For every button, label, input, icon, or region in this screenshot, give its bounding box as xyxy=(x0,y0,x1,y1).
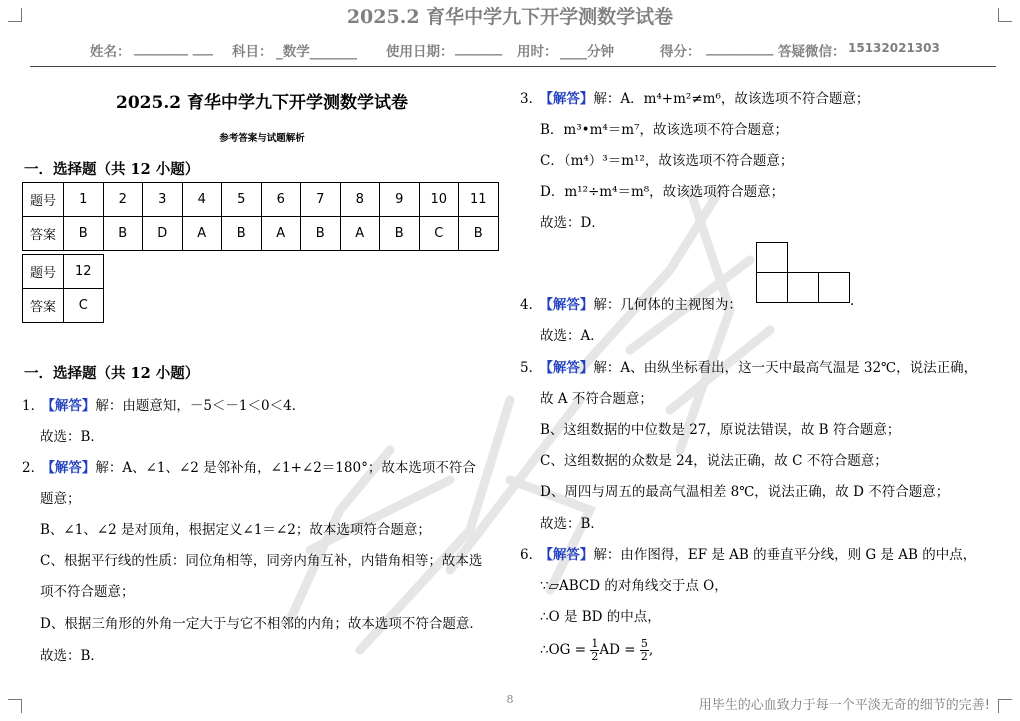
solution-line xyxy=(520,87,869,107)
table-cell: 9 xyxy=(380,183,420,217)
fraction-denominator: 2 xyxy=(591,650,599,663)
fraction-numerator: 5 xyxy=(640,637,648,650)
table-cell: 2 xyxy=(103,183,143,217)
table-cell: 8 xyxy=(340,183,380,217)
date-blank: _______ xyxy=(455,40,503,56)
subject-label: 科目： xyxy=(232,44,273,60)
answer-tag: 【解答】 xyxy=(546,360,594,376)
solution-text: 故 A 不符合题意； xyxy=(540,391,653,407)
question-number: 2． xyxy=(22,460,45,476)
fraction xyxy=(590,638,599,663)
question-number: 1． xyxy=(22,398,45,414)
front-view-period: . xyxy=(850,293,855,309)
solution-line xyxy=(520,293,742,313)
solution-text: C、根据平行线的性质：同位角相等，同旁内角互补，内错角相等；故本选 xyxy=(40,553,483,569)
table-cell: 10 xyxy=(419,183,459,217)
solution-text: 解：由题意知，－5＜－1＜0＜4． xyxy=(95,398,306,414)
table-cell: 4 xyxy=(182,183,222,217)
solution-text: 解：A．m⁴+m²≠m⁶，故该选项不符合题意； xyxy=(593,91,870,107)
table-cell: B xyxy=(64,217,104,251)
equation-text: , xyxy=(648,642,654,658)
table-cell: 1 xyxy=(64,183,104,217)
time-blank: ____分钟 xyxy=(560,44,614,60)
question-number: 3． xyxy=(520,91,543,107)
choice-line: 故选：B． xyxy=(40,429,104,445)
row-label-question: 题号 xyxy=(23,183,64,217)
table-cell: B xyxy=(380,217,420,251)
table-cell: C xyxy=(64,289,104,323)
name-blank: ________ ___ xyxy=(134,40,213,56)
document-subtitle: 参考答案与试题解析 xyxy=(219,133,305,144)
table-cell: 5 xyxy=(222,183,262,217)
solution-text: C、这组数据的众数是 24，说法正确，故 C 不符合题意； xyxy=(540,453,888,469)
equation-text: ∴OG = xyxy=(540,642,591,658)
table-cell: 12 xyxy=(64,255,104,289)
section-heading: 一．选择题（共 12 小题） xyxy=(24,161,200,178)
table-cell: A xyxy=(261,217,301,251)
table-row-numbers xyxy=(23,255,104,289)
time-label: 用时： xyxy=(517,44,558,60)
table-cell: 3 xyxy=(143,183,183,217)
front-view-square xyxy=(756,242,788,273)
front-view-square xyxy=(787,272,819,303)
solution-line xyxy=(22,394,305,414)
answer-tag: 【解答】 xyxy=(546,297,594,313)
subject-value: _数学_______ xyxy=(276,44,357,60)
page-number: 8 xyxy=(506,693,514,706)
contact-label: 答疑微信： xyxy=(778,44,846,60)
table-cell: D xyxy=(143,217,183,251)
solution-text: 项不符合题意； xyxy=(40,584,135,600)
table-cell: C xyxy=(419,217,459,251)
table-cell: 7 xyxy=(301,183,341,217)
contact-value: 15132021303 xyxy=(848,41,940,55)
solution-text: 解：A、由纵坐标看出，这一天中最高气温是 32℃，说法正确， xyxy=(593,360,978,376)
choice-line: 故选：D． xyxy=(540,215,605,231)
solution-text: D．m¹²÷m⁴＝m⁸，故该选项符合题意； xyxy=(540,184,785,200)
date-label: 使用日期： xyxy=(386,44,454,60)
answer-tag: 【解答】 xyxy=(48,460,96,476)
solution-text: 解：A、∠1、∠2 是邻补角，∠1+∠2＝180°；故本选项不符合 xyxy=(95,460,476,476)
solution-text: 题意； xyxy=(40,491,81,507)
answer-table-continued xyxy=(22,254,104,323)
header-divider xyxy=(30,66,996,67)
solution-text: B、这组数据的中位数是 27，原说法错误，故 B 符合题意； xyxy=(540,422,901,438)
choice-line: 故选：B． xyxy=(40,648,104,664)
equation-text: AD = xyxy=(599,642,640,658)
table-cell: A xyxy=(182,217,222,251)
question-number: 5． xyxy=(520,360,543,376)
score-label: 得分： xyxy=(660,44,701,60)
choice-line: 故选：B． xyxy=(540,516,604,532)
answer-tag: 【解答】 xyxy=(546,91,594,107)
equation-line xyxy=(540,638,653,663)
table-cell: 11 xyxy=(459,183,499,217)
fraction xyxy=(640,638,649,663)
name-label: 姓名： xyxy=(90,44,131,60)
choice-line: 故选：A． xyxy=(540,328,604,344)
solution-text: D、根据三角形的外角一定大于与它不相邻的内角；故本选项不符合题意． xyxy=(40,616,483,632)
solution-line xyxy=(520,356,977,376)
fraction-denominator: 2 xyxy=(640,650,648,663)
question-number: 4． xyxy=(520,297,543,313)
solution-line xyxy=(520,543,976,563)
row-label-answer: 答案 xyxy=(23,289,64,323)
score-blank: __________ xyxy=(706,40,774,56)
footer-motto: 用毕生的心血致力于每一个平淡无奇的细节的完善! xyxy=(698,698,990,713)
solution-line xyxy=(22,456,476,476)
table-cell: B xyxy=(459,217,499,251)
answer-table xyxy=(22,182,499,251)
table-row-numbers xyxy=(23,183,499,217)
solution-text: C．（m⁴）³＝m¹²，故该选项不符合题意； xyxy=(540,153,794,169)
solution-text: B．m³•m⁴＝m⁷，故该选项不符合题意； xyxy=(540,122,789,138)
question-number: 6． xyxy=(520,547,543,563)
table-cell: B xyxy=(222,217,262,251)
solution-text: D、周四与周五的最高气温相差 8℃，说法正确，故 D 不符合题意； xyxy=(540,484,950,500)
answer-tag: 【解答】 xyxy=(546,547,594,563)
front-view-figure xyxy=(756,242,852,304)
table-row-answers xyxy=(23,289,104,323)
document-title: 2025.2 育华中学九下开学测数学试卷 xyxy=(116,93,408,113)
solution-text: 解：几何体的主视图为： xyxy=(593,297,742,313)
table-cell: B xyxy=(301,217,341,251)
front-view-square xyxy=(818,272,850,303)
table-cell: B xyxy=(103,217,143,251)
solution-text: 解：由作图得，EF 是 AB 的垂直平分线，则 G 是 AB 的中点， xyxy=(593,547,977,563)
solution-text: ∵▱ABCD 的对角线交于点 O， xyxy=(540,578,728,594)
header-title: 2025.2 育华中学九下开学测数学试卷 xyxy=(346,6,674,28)
table-cell: A xyxy=(340,217,380,251)
solution-text: ∴O 是 BD 的中点， xyxy=(540,609,661,625)
answer-tag: 【解答】 xyxy=(48,398,96,414)
table-cell: 6 xyxy=(261,183,301,217)
section-heading: 一．选择题（共 12 小题） xyxy=(24,365,200,382)
table-row-answers xyxy=(23,217,499,251)
fraction-numerator: 1 xyxy=(591,637,599,650)
front-view-square xyxy=(756,272,788,303)
row-label-answer: 答案 xyxy=(23,217,64,251)
solution-text: B、∠1、∠2 是对顶角，根据定义∠1＝∠2；故本选项符合题意； xyxy=(40,522,431,538)
header-info-row xyxy=(0,40,1020,58)
row-label-question: 题号 xyxy=(23,255,64,289)
